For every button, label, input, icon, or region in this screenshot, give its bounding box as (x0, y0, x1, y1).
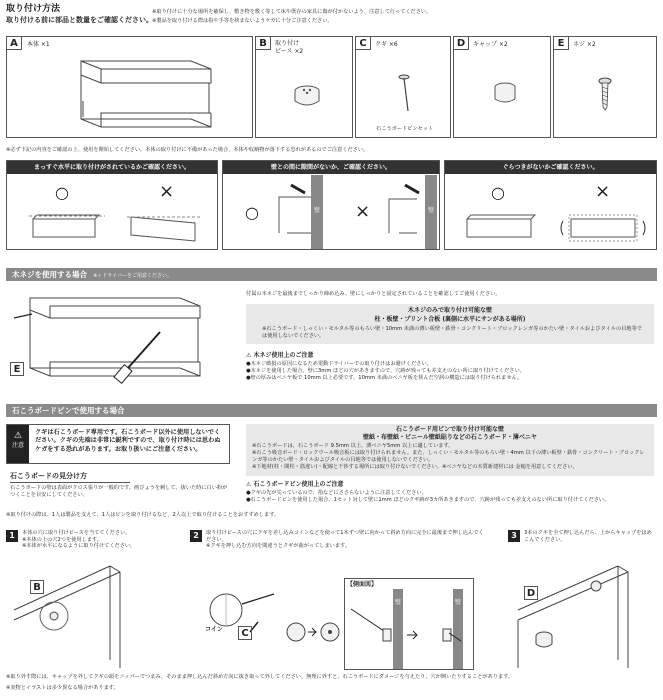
box-line: ※石こうボードは、石こうボード 9.5mm 以上、薄ベニヤ5mm 以上に適しています。 (252, 443, 454, 449)
nail-caution-box (6, 424, 230, 464)
screw-install-illustration (10, 288, 225, 388)
ok-mark: ○ (491, 183, 505, 202)
check-panel-wobble (444, 160, 657, 250)
box-title: 木ネジのみで取り付け可能な壁 (407, 307, 492, 314)
gypsum-wall-box (246, 424, 654, 476)
ok-mark: ○ (55, 183, 69, 202)
section-title: 木ネジを使用する場合 (12, 270, 87, 279)
part-letter: B (30, 580, 44, 594)
header-note-2: ※製品を取り付ける際は指や手等を挟まないようケガに十分ご注意ください。 (152, 18, 333, 24)
ng-mark: × (159, 181, 175, 202)
section-title: 石こうボードピンで使用する場合 (12, 406, 125, 415)
check-panel-gap (222, 160, 440, 250)
caution-item: ●壁の厚みはベニヤ板で 10mm 以上必要です。10mm 未満のベニヤ板を挟んだ空洞の構造には取り付けられません。 (246, 375, 523, 381)
part-e-box (553, 36, 657, 138)
box-line: ※石こう吸音ボード・ロックウール吸音板には取り付けられません。また、しっくい・モルタル等のもろい壁・4mm 以下の薄い板壁・鉄骨・コンクリート・ブロックレンガ等のかたい壁・タイルおよびタイルの目地等では使用しないでください。 (252, 450, 645, 463)
side-view-title: 【側面図】 (347, 581, 378, 588)
pin-caution-item: ●クギの先が尖っているので、指などにささらないように注意してください。 (246, 490, 427, 496)
screw-wall-box (246, 304, 654, 344)
step-number: 1 (6, 530, 18, 542)
parts-set-label: 石こうボードピンセット (376, 126, 434, 132)
page-subtitle: 取り付ける前に部品と数量をご確認ください。 (6, 16, 153, 24)
part-d-box (453, 36, 551, 138)
parts-footnote: ※必ず下記の内容をご確認の上、使用を開始してください。本体の取り付けに不備があった場合、本体や収納物が落下する恐れがあるのでご注意ください。 (6, 147, 369, 153)
header-note-1: ※取り付けに十分な場所を確保し、敷き物を敷く等して床や既存の家具に傷が付かないよう、注意して行ってください。 (152, 9, 432, 15)
part-name: 取り付け ピース ×2 (275, 40, 304, 55)
wall-label: 壁 (313, 207, 320, 214)
identify-text: 石こうボードの壁は表面がクロス張りが一般的です。画びょうを刺して、抜いた時に白い粉がつくことを目安にしてください。 (10, 485, 228, 498)
box-subtitle: 柱・板壁・プリント合板 (裏側に水平にサンがある場所) (374, 316, 526, 323)
coin-label: コイン (205, 626, 223, 633)
part-b-box (255, 36, 353, 138)
step-text: 3本のクギを全て押し込んだら、上からキャップをはめこんでください。 (524, 530, 652, 543)
part-name: 本体 ×1 (27, 41, 50, 48)
caution-text: クギは石こうボード専用です。石こうボード以外に使用しないでください。クギの先端は非常に鋭利ですので、取り付け時には思わぬケガをする恐れがあります。お取り扱いにご注意ください。 (35, 429, 221, 453)
step-text: 取り付けピースの穴にクギを差し込みコインなどを使って1本ずつ壁に向かって斜め方向に完全に最後まで押し込んでください。 ※クギを押し込む方向を間違うとクギが曲がってしまいます。 (206, 530, 484, 549)
check-title: まっすぐ水平に取り付けがされているかご確認ください。 (7, 161, 217, 174)
step3-illustration (498, 560, 658, 670)
part-letter: A (7, 37, 22, 50)
box-line: ※下地材(柱・間柱・筋違い)・配線と干渉する場所には取り付けないでください。※ベニヤなどの木質新建材には 金槌を用意してください。 (252, 464, 578, 470)
part-letter: C (238, 626, 252, 640)
part-letter: E (554, 37, 569, 50)
footer-note-2: ※実物とイラストは多少異なる場合があります。 (6, 685, 119, 691)
step-text: 本体の穴に取り付けピースを当ててください。 ※本体の上の穴2つを使用します。 ※本体が水平になるように取り付けてください。 (22, 530, 136, 549)
pin-caution-title: ⚠ 石こうボードピン使用上のご注意 (246, 481, 344, 488)
caution-badge-label: 注意 (11, 442, 24, 450)
gap-ng-illustration (381, 183, 427, 239)
wall-label: 壁 (394, 599, 401, 606)
screw-illustration (596, 77, 616, 111)
part-name: キャップ ×2 (473, 41, 508, 48)
two-person-note: ※取り付けの際は、1人は製品を支えて、1人はピンを取り付けるなど、2人以上で取り付けることをおすすめします。 (6, 512, 280, 518)
check-title: ぐらつきがないかご確認ください。 (445, 161, 656, 174)
divider (10, 482, 130, 483)
part-letter: B (256, 37, 271, 50)
side-view-illustration (349, 599, 473, 659)
check-title: 壁との間に隙間がないか、ご確認ください。 (223, 161, 439, 174)
step2-illustration (196, 560, 346, 670)
mounting-piece-illustration (292, 81, 322, 111)
box-text: ※石こうボード・しっくい・モルタル等のもろい壁・10mm 未満の薄い板壁・鉄骨・コンクリート・ブロックレンガ等のかたい壁・タイルおよびタイルの目地等では使用しないでください。 (262, 326, 642, 339)
ng-mark: × (355, 201, 371, 222)
shelf-body-illustration (71, 55, 221, 135)
wall-label: 壁 (427, 207, 434, 214)
screw-section-header (6, 268, 657, 281)
part-letter: D (524, 586, 538, 600)
caution-item: ●木ネジ破損の原因になるため電動ドライバーでの取り付けはお避けください。 (246, 361, 432, 367)
pin-caution-item: ●石こうボードピンを使用した場合、1セット対して壁に1mm ほどのクギ跡が3カ所あきますので、穴跡が残っても差支えのない所に取り付けてください。 (246, 497, 610, 503)
step1-illustration (10, 560, 180, 670)
footer-note-1: ※取り外す際には、キャップを外してクギの頭をニッパーでつまみ、そのまま押し込んだ斜め方向に抜き取って外してください。無理に外すと、石こうボードにダメージを与えたり、穴が開いたりすることがあります。 (6, 674, 514, 680)
page-title: 取り付け方法 (6, 4, 61, 14)
part-name: クギ ×6 (375, 41, 398, 48)
part-letter: C (356, 37, 371, 50)
ok-mark: ○ (245, 203, 259, 222)
cap-illustration (492, 81, 518, 107)
step-number: 2 (190, 530, 202, 542)
box-title: 石こうボード用ピンで取り付け可能な壁 (395, 426, 504, 433)
warning-icon: ⚠ (13, 431, 23, 441)
section-title-note: ※＋ドライバーをご用意ください。 (93, 273, 173, 279)
wall-label: 壁 (454, 599, 461, 606)
part-letter: E (10, 362, 24, 376)
nail-illustration (396, 73, 416, 113)
gap-ok-illustration (267, 183, 313, 239)
caution-item: ●木ネジを使用した場合、壁に3mm ほどの穴があきますので、穴跡が残っても差支えのない所に取り付けてください。 (246, 368, 525, 374)
part-name: ネジ ×2 (573, 41, 596, 48)
step-number: 3 (508, 530, 520, 542)
side-view-box (344, 578, 474, 670)
ng-mark: × (595, 181, 611, 202)
caution-title: ⚠ 木ネジ使用上のご注意 (246, 352, 314, 359)
part-letter: D (454, 37, 469, 50)
box-subtitle: 壁紙・布壁紙・ビニール壁紙貼りなどの石こうボード・薄ベニヤ (363, 434, 537, 441)
screw-intro: 付属の木ネジを最後までしっかり締め込み、壁にしっかりと固定されていることを確認してご使用ください。 (246, 291, 501, 297)
part-a-box (6, 36, 253, 138)
gypsum-section-header (6, 404, 657, 417)
level-illustration (21, 213, 211, 245)
wobble-illustration (459, 211, 649, 245)
check-panel-level (6, 160, 218, 250)
identify-title: 石こうボードの見分け方 (10, 472, 87, 480)
part-c-box (355, 36, 451, 138)
caution-badge (7, 425, 29, 463)
